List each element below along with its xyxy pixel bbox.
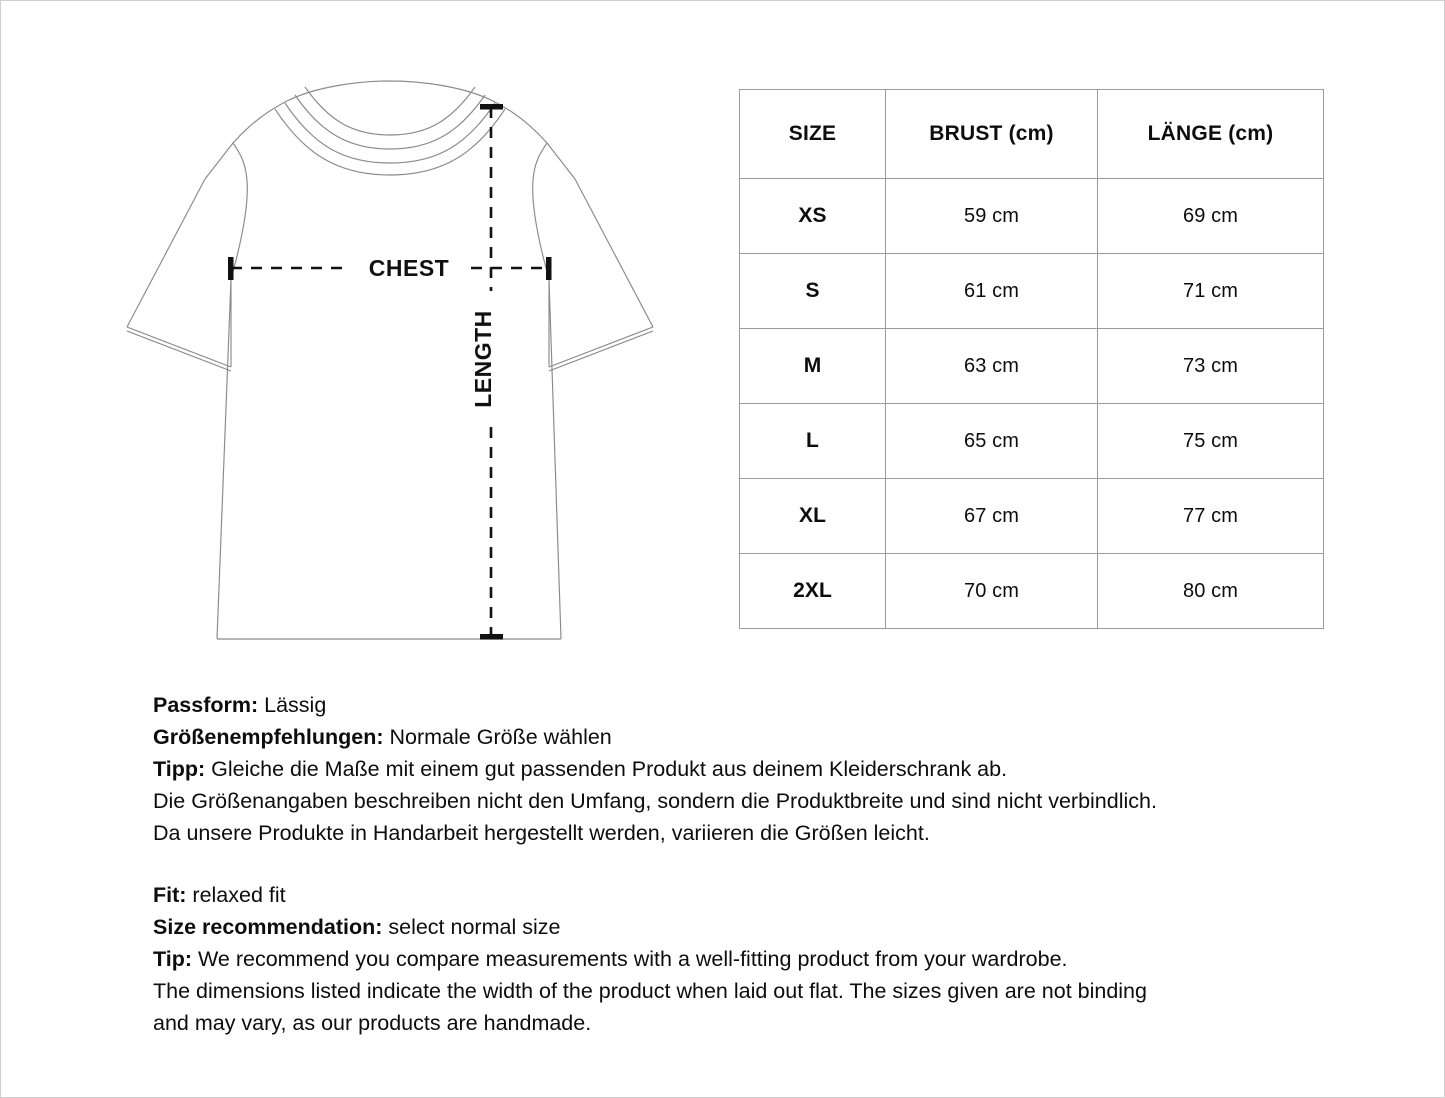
cell-laenge: 71 cm bbox=[1098, 254, 1324, 329]
cell-size: L bbox=[740, 404, 886, 479]
english-tip-line bbox=[153, 943, 1313, 975]
chest-left-endcap bbox=[228, 257, 234, 280]
length-label: LENGTH bbox=[470, 310, 496, 408]
table-row bbox=[740, 254, 1324, 329]
cell-laenge: 80 cm bbox=[1098, 554, 1324, 629]
info-text-block bbox=[153, 689, 1313, 1039]
column-header-laenge: LÄNGE (cm) bbox=[1098, 90, 1324, 179]
english-fit-label: Fit: bbox=[153, 883, 187, 907]
table-row bbox=[740, 179, 1324, 254]
cell-laenge: 77 cm bbox=[1098, 479, 1324, 554]
german-tip-line bbox=[153, 753, 1313, 785]
length-top-endcap bbox=[480, 104, 503, 110]
column-header-size: SIZE bbox=[740, 90, 886, 179]
english-fit-value: relaxed fit bbox=[186, 883, 286, 907]
length-bottom-endcap bbox=[480, 634, 503, 640]
tshirt-measurement-diagram bbox=[109, 79, 679, 649]
german-info-paragraph bbox=[153, 689, 1313, 849]
size-table-body bbox=[740, 179, 1324, 629]
german-fit-label: Passform: bbox=[153, 693, 259, 717]
size-table bbox=[739, 89, 1324, 629]
english-tip-label: Tip: bbox=[153, 947, 193, 971]
paragraph-spacer bbox=[153, 849, 1313, 879]
cell-brust: 67 cm bbox=[886, 479, 1098, 554]
cell-brust: 59 cm bbox=[886, 179, 1098, 254]
column-header-brust: BRUST (cm) bbox=[886, 90, 1098, 179]
cell-size: XS bbox=[740, 179, 886, 254]
tshirt-svg bbox=[109, 79, 679, 649]
german-note-line-1: Die Größenangaben beschreiben nicht den Umfang, sondern die Produktbreite und sind nicht verbindlich. bbox=[153, 789, 1157, 813]
german-tip-value: Gleiche die Maße mit einem gut passenden Produkt aus deinem Kleiderschrank ab. bbox=[205, 757, 1008, 781]
table-row bbox=[740, 554, 1324, 629]
english-size-recommendation-line bbox=[153, 911, 1313, 943]
cell-laenge: 69 cm bbox=[1098, 179, 1324, 254]
german-note-line-2: Da unsere Produkte in Handarbeit hergestellt werden, variieren die Größen leicht. bbox=[153, 821, 930, 845]
table-row bbox=[740, 329, 1324, 404]
english-size-rec-value: select normal size bbox=[382, 915, 561, 939]
english-info-paragraph bbox=[153, 879, 1313, 1039]
german-fit-line bbox=[153, 689, 1313, 721]
german-size-rec-value: Normale Größe wählen bbox=[383, 725, 612, 749]
table-row bbox=[740, 404, 1324, 479]
table-header-row bbox=[740, 90, 1324, 179]
tshirt-outline bbox=[127, 81, 653, 639]
chest-measure-group bbox=[228, 255, 552, 281]
german-size-recommendation-line bbox=[153, 721, 1313, 753]
cell-brust: 65 cm bbox=[886, 404, 1098, 479]
cell-brust: 63 cm bbox=[886, 329, 1098, 404]
english-fit-line bbox=[153, 879, 1313, 911]
english-note-line-2: and may vary, as our products are handmade. bbox=[153, 1011, 592, 1035]
length-measure-group bbox=[470, 104, 504, 640]
german-tip-label: Tipp: bbox=[153, 757, 206, 781]
chest-right-endcap bbox=[546, 257, 552, 280]
cell-laenge: 73 cm bbox=[1098, 329, 1324, 404]
table-row bbox=[740, 479, 1324, 554]
chest-label: CHEST bbox=[368, 255, 450, 281]
german-fit-value: Lässig bbox=[258, 693, 327, 717]
german-size-rec-label: Größenempfehlungen: bbox=[153, 725, 384, 749]
size-table-container bbox=[739, 89, 1323, 629]
cell-size: XL bbox=[740, 479, 886, 554]
english-note-line-1: The dimensions listed indicate the width of the product when laid out flat. The sizes given are not binding bbox=[153, 979, 1147, 1003]
english-size-rec-label: Size recommendation: bbox=[153, 915, 383, 939]
english-tip-value: We recommend you compare measurements with a well-fitting product from your wardrobe. bbox=[192, 947, 1068, 971]
cell-brust: 61 cm bbox=[886, 254, 1098, 329]
cell-size: 2XL bbox=[740, 554, 886, 629]
size-table-head bbox=[740, 90, 1324, 179]
cell-laenge: 75 cm bbox=[1098, 404, 1324, 479]
cell-brust: 70 cm bbox=[886, 554, 1098, 629]
cell-size: M bbox=[740, 329, 886, 404]
cell-size: S bbox=[740, 254, 886, 329]
